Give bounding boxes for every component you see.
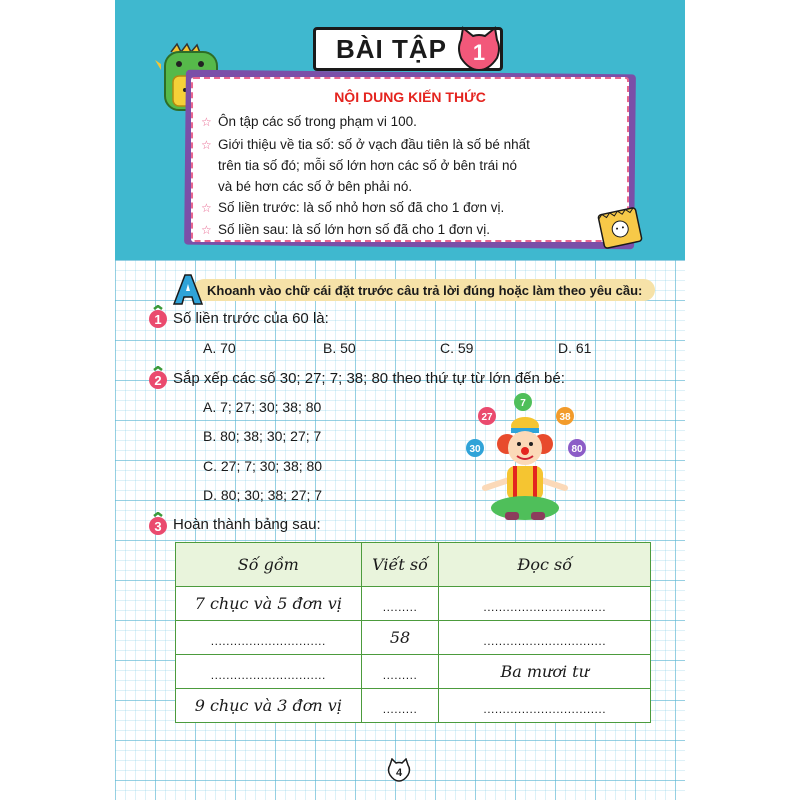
- completion-table: [175, 542, 651, 723]
- knowledge-title: NỘI DUNG KIẾN THỨC: [334, 89, 486, 105]
- ball-7: [514, 393, 532, 411]
- blank-doc-so[interactable]: ................................: [439, 587, 651, 621]
- strawberry-number-icon: [147, 512, 169, 536]
- blank-so-gom[interactable]: ..............................: [176, 655, 362, 689]
- svg-text:27: 27: [481, 412, 493, 423]
- svg-text:7: 7: [520, 398, 526, 409]
- q2-option-a[interactable]: A. 7; 27; 30; 38; 80: [203, 399, 322, 415]
- blank-doc-so[interactable]: ................................: [439, 689, 651, 723]
- svg-text:38: 38: [559, 412, 571, 423]
- svg-text:80: 80: [571, 444, 583, 455]
- q1-option-d[interactable]: D. 61: [558, 340, 592, 356]
- table-header-row: [176, 543, 651, 587]
- header-viet-so: Viết số: [361, 543, 439, 587]
- header-doc-so: Đọc số: [439, 543, 651, 587]
- svg-text:2: 2: [154, 373, 162, 388]
- question-2-text: Sắp xếp các số 30; 27; 7; 38; 80 theo thứ tự từ lớn đến bé:: [173, 370, 565, 387]
- q1-option-a[interactable]: A. 70: [203, 340, 236, 356]
- blank-so-gom[interactable]: ..............................: [176, 621, 362, 655]
- header-so-gom: Số gồm: [176, 543, 362, 587]
- question-3-text: Hoàn thành bảng sau:: [173, 516, 321, 533]
- q2-option-b[interactable]: B. 80; 38; 30; 27; 7: [203, 428, 322, 444]
- q2-option-d[interactable]: D. 80; 30; 38; 27; 7: [203, 487, 323, 503]
- cell-doc-so: Ba mươi tư: [439, 655, 651, 689]
- cat-number-badge-icon: [455, 26, 503, 72]
- knowledge-line: trên tia số đó; mỗi số lớn hơn các số ở bên trái nó: [218, 158, 517, 173]
- page-number: 4: [395, 767, 403, 779]
- cell-so-gom: 9 chục và 3 đơn vị: [176, 689, 362, 723]
- table-row: [176, 689, 651, 723]
- svg-text:1: 1: [154, 312, 162, 327]
- star-bullet-icon: ☆: [201, 138, 212, 152]
- table-row: [176, 587, 651, 621]
- table-row: [176, 655, 651, 689]
- knowledge-line: Giới thiệu về tia số: số ở vạch đầu tiên là số bé nhất: [218, 137, 530, 152]
- blank-viet-so[interactable]: .........: [361, 689, 439, 723]
- knowledge-line: Ôn tập các số trong phạm vi 100.: [218, 114, 417, 129]
- svg-text:3: 3: [154, 519, 162, 534]
- ball-80: [568, 439, 586, 457]
- title-number: 1: [472, 40, 486, 65]
- cell-so-gom: 7 chục và 5 đơn vị: [176, 587, 362, 621]
- svg-text:30: 30: [469, 444, 481, 455]
- q2-option-c[interactable]: C. 27; 7; 30; 38; 80: [203, 458, 323, 474]
- ball-38: [556, 407, 574, 425]
- section-a-instruction: Khoanh vào chữ cái đặt trước câu trả lời đúng hoặc làm theo yêu cầu:: [207, 283, 643, 298]
- page-title: BÀI TẬP: [336, 33, 447, 64]
- cell-viet-so: 58: [361, 621, 439, 655]
- snack-bag-icon: [595, 205, 645, 251]
- knowledge-line: Số liền trước: là số nhỏ hơn số đã cho 1 đơn vị.: [218, 200, 505, 215]
- strawberry-number-icon: [147, 366, 169, 390]
- ball-27: [478, 407, 496, 425]
- workbook-page: [115, 0, 685, 800]
- strawberry-number-icon: [147, 305, 169, 329]
- star-bullet-icon: ☆: [201, 115, 212, 129]
- ball-30: [466, 439, 484, 457]
- knowledge-line: Số liền sau: là số lớn hơn số đã cho 1 đơn vị.: [218, 222, 490, 237]
- knowledge-line: và bé hơn các số ở bên phải nó.: [218, 179, 413, 194]
- blank-viet-so[interactable]: .........: [361, 655, 439, 689]
- star-bullet-icon: ☆: [201, 223, 212, 237]
- q1-option-c[interactable]: C. 59: [440, 340, 474, 356]
- clown-juggler-illustration: [455, 388, 595, 528]
- star-bullet-icon: ☆: [201, 201, 212, 215]
- question-1-text: Số liền trước của 60 là:: [173, 310, 329, 327]
- page-number-badge: [387, 758, 411, 782]
- knowledge-content: [191, 77, 629, 242]
- table-row: [176, 621, 651, 655]
- q1-option-b[interactable]: B. 50: [323, 340, 356, 356]
- knowledge-box: [185, 72, 635, 247]
- letter-a-icon: [170, 272, 206, 306]
- blank-viet-so[interactable]: .........: [361, 587, 439, 621]
- blank-doc-so[interactable]: ................................: [439, 621, 651, 655]
